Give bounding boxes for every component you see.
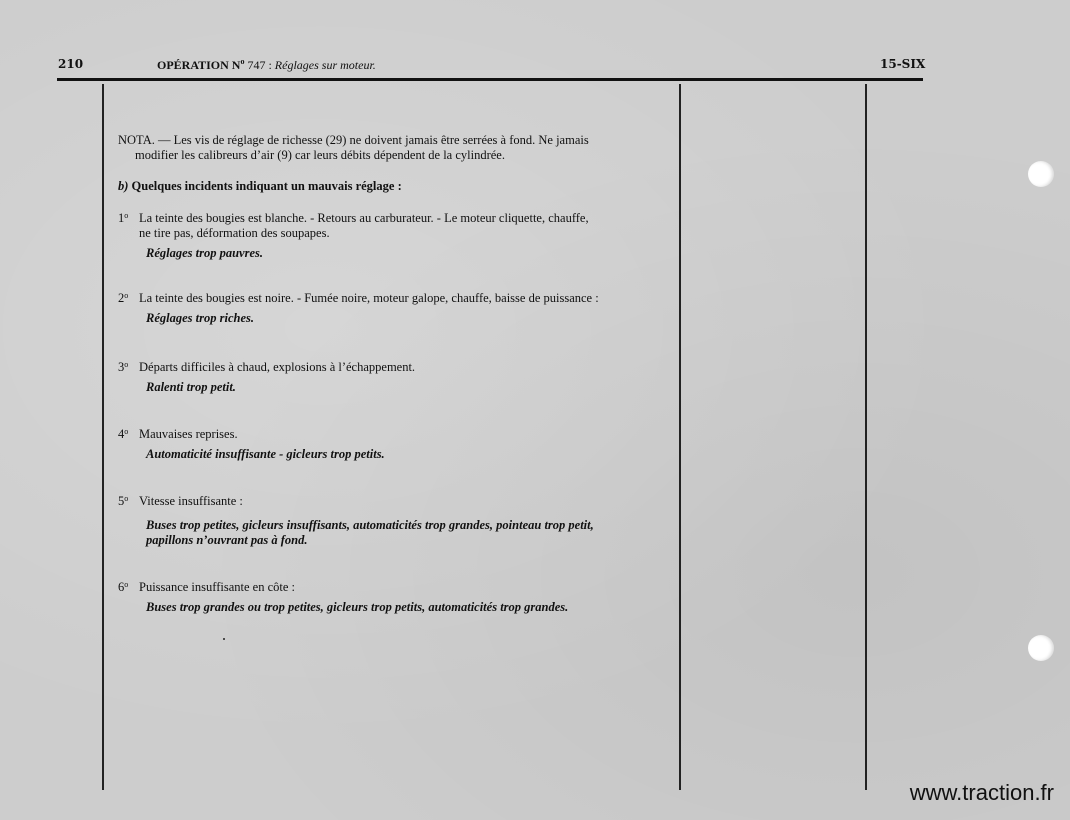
incident-remedy: Réglages trop pauvres. (146, 246, 264, 260)
incident-item-5 (118, 491, 678, 548)
incident-text: 3$^o$ Départs difficiles à chaud, explosions à l’échappement. (118, 357, 678, 375)
item-number: 6$^o$ (118, 580, 129, 594)
section-title: Quelques incidents indiquant un mauvais réglage : (131, 179, 402, 193)
incident-remedy: Buses trop petites, gicleurs insuffisants, automaticités trop grandes, pointeau trop petit, papillons n’ouvrant pas à fond. (146, 518, 594, 547)
item-number: 2$^o$ (118, 291, 129, 305)
incident-text: 5$^o$ Vitesse insuffisante : (118, 491, 678, 509)
incident-text: 6$^o$ Puissance insuffisante en côte : (118, 577, 678, 595)
nota-line-2: modifier les calibreurs d’air (9) car leurs débits dépendent de la cylindrée. (135, 148, 505, 162)
page-body (118, 133, 678, 615)
binder-hole-bottom (1028, 635, 1054, 661)
incident-item-2 (118, 288, 678, 326)
page-number: 210 (58, 57, 84, 71)
incident-item-6 (118, 577, 678, 615)
item-number: 3$^o$ (118, 360, 129, 374)
incident-remedy: Ralenti trop petit. (146, 380, 236, 394)
incident-text: 4$^o$ Mauvaises reprises. (118, 424, 678, 442)
item-number: 5$^o$ (118, 494, 129, 508)
watermark-text: www.traction.fr (909, 780, 1054, 805)
operation-prefix: OPÉRATION N (157, 58, 241, 72)
binder-hole-top (1028, 161, 1054, 187)
nota-paragraph (118, 133, 678, 163)
speck (223, 638, 225, 640)
item-number: 4$^o$ (118, 427, 129, 441)
incident-item-1 (118, 208, 678, 261)
middle-column-rule (679, 84, 681, 790)
header-rule (57, 78, 923, 81)
model-label: 15-SIX (880, 57, 926, 71)
section-heading (118, 179, 678, 194)
left-column-rule (102, 84, 104, 790)
item-number: 1$^o$ (118, 211, 129, 225)
incident-text: 1$^o$ La teinte des bougies est blanche. - Retours au carburateur. - Le moteur cliquette, chauffe, ne tire pas, déformation des soupapes. (118, 208, 678, 241)
operation-number: 747 : (247, 58, 272, 72)
incident-item-3 (118, 357, 678, 395)
nota-line-1: NOTA. — Les vis de réglage de richesse (29) ne doivent jamais être serrées à fond. Ne jamais (118, 133, 589, 147)
operation-title: Réglages sur moteur. (274, 58, 376, 72)
incident-remedy: Réglages trop riches. (146, 311, 254, 325)
operation-number-sign: o (240, 57, 245, 66)
section-letter: b) (118, 179, 129, 193)
incident-item-4 (118, 424, 678, 462)
operation-header (157, 57, 376, 73)
incident-remedy: Automaticité insuffisante - gicleurs trop petits. (146, 447, 385, 461)
incident-remedy: Buses trop grandes ou trop petites, gicleurs trop petits, automaticités trop grandes. (146, 600, 569, 614)
incident-text: 2$^o$ La teinte des bougies est noire. - Fumée noire, moteur galope, chauffe, baisse de puissance : (118, 288, 678, 306)
right-column-rule (865, 84, 867, 790)
